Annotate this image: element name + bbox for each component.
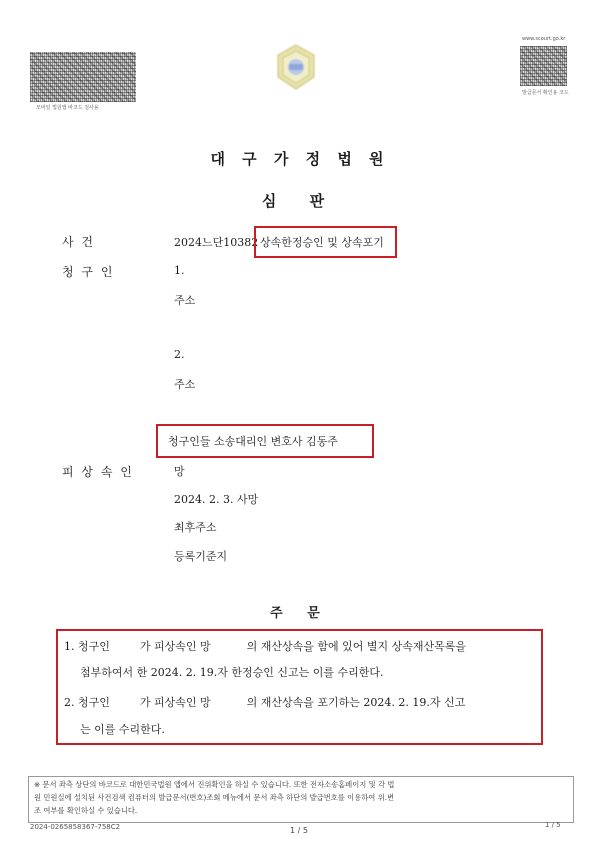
court-name: 대 구 가 정 법 원 (210, 150, 390, 168)
footer-notice-line-1: ※ 문서 좌측 상단의 바코드로 대한민국법원 앱에서 진위확인을 하실 수 있습니다. 또한 전자소송홈페이지 및 각 법 (34, 780, 395, 789)
order-item-2-line-1: 2. 청구인 가 피상속인 망 의 재산상속을 포기하는 2024. 2. 19.자 신고 (64, 696, 466, 709)
footer-notice-line-3: 조 여부를 확인하실 수 있습니다. (34, 806, 138, 815)
claimant-label: 청 구 인 (62, 265, 115, 279)
claimant-1-number: 1. (174, 264, 185, 277)
document-title: 심 판 (261, 192, 339, 210)
decedent-registry-label: 등록기준지 (174, 550, 228, 563)
page-number-corner: 1 / 5 (545, 821, 561, 829)
order-item-1-line-2: 첨부하여서 한 2024. 2. 19.자 한정승인 신고는 이를 수리한다. (80, 666, 384, 679)
barcode-caption: 모바일 법원앱 바코드 검사용 (36, 105, 99, 111)
footer-notice-line-2: 원 민원실에 설치된 사건검색 컴퓨터의 발급문서(번호)조회 메뉴에서 문서 좌측 하단의 발급번호를 이용하여 위.변 (34, 793, 395, 802)
case-label: 사 건 (62, 235, 95, 249)
order-item-2-line-2: 는 이를 수리한다. (80, 723, 165, 736)
claimant-2-address-label: 주소 (174, 378, 196, 391)
footer-notice (34, 778, 568, 817)
page-number: 1 / 5 (290, 826, 308, 835)
order-title: 주 문 (270, 606, 330, 621)
order-item-1-line-1: 1. 청구인 가 피상속인 망 의 재산상속을 함에 있어 별지 상속재산목록을 (64, 640, 467, 653)
claimant-1-address-label: 주소 (174, 294, 196, 307)
highlight-case-type (254, 226, 397, 258)
verification-barcode (30, 52, 136, 102)
claimant-2-number: 2. (174, 348, 185, 361)
court-url: www.scourt.go.kr (522, 36, 566, 42)
qr-caption: 발급문서 확인용 코드 (522, 90, 569, 96)
decedent-last-address-label: 최후주소 (174, 521, 217, 534)
issuance-qr-code (520, 46, 567, 86)
case-number: 2024느단10382 (174, 236, 259, 249)
decedent-death-date: 2024. 2. 3. 사망 (174, 493, 259, 506)
decedent-label: 피 상 속 인 (62, 465, 134, 479)
court-seal-icon (275, 43, 317, 91)
decedent-name: 망 (174, 465, 185, 478)
highlight-representative (156, 424, 374, 458)
claimant-representative: 청구인들 소송대리인 변호사 김동주 (168, 435, 338, 448)
document-issue-number: 2024-0265858367-758C2 (30, 823, 121, 831)
case-type: 상속한정승인 및 상속포기 (260, 236, 384, 249)
highlight-order (56, 629, 543, 745)
